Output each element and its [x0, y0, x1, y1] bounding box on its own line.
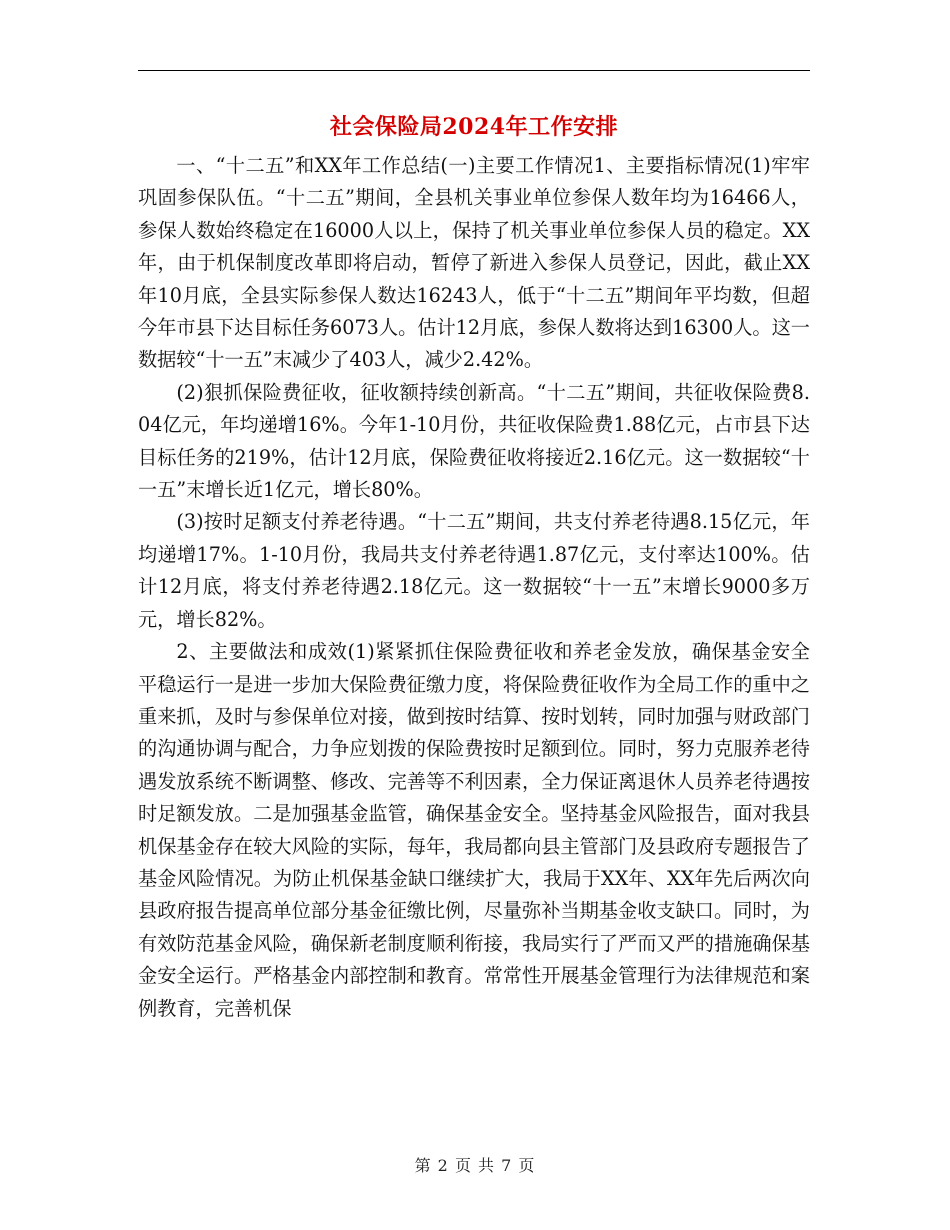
paragraph-premium-collection: (2)狠抓保险费征收，征收额持续创新高。“十二五”期间，共征收保险费8.04亿元，年均递增16%。今年1-10月份，共征收保险费1.88亿元，占市县下达目标任务的219%，估计12月底，保险费征收将接近2.16亿元。这一数据较“十一五”末增长近1亿元，增长80%。 — [138, 380, 810, 502]
paragraph-measures-results: 2、主要做法和成效(1)紧紧抓住保险费征收和养老金发放，确保基金安全平稳运行一是进一步加大保险费征缴力度，将保险费征收作为全局工作的重中之重来抓，及时与参保单位对接，做到按时结算、按时划转，同时加强与财政部门的沟通协调与配合，力争应划拨的保险费按时足额到位。同时，努力克服养老待遇发放系统不断调整、修改、完善等不利因素，全力保证离退休人员养老待遇按时足额发放。二是加强基金监管，确保基金安全。坚持基金风险报告，面对我县机保基金存在较大风险的实际，每年，我局都向县主管部门及县政府专题报告了基金风险情况。为防止机保基金缺口继续扩大，我局于XX年、XX年先后两次向县政府报告提高单位部分基金征缴比例，尽量弥补当期基金收支缺口。同时，为有效防范基金风险，确保新老制度顺利衔接，我局实行了严而又严的措施确保基金安全运行。严格基金内部控制和教育。常常性开展基金管理行为法律规范和案例教育，完善机保 — [138, 640, 810, 1020]
paragraph-summary-indicators: 一、“十二五”和XX年工作总结(一)主要工作情况1、主要指标情况(1)牢牢巩固参保队伍。“十二五”期间，全县机关事业单位参保人数年均为16466人，参保人数始终稳定在16000人以上，保持了机关事业单位参保人员的稳定。XX年，由于机保制度改革即将启动，暂停了新进入参保人员登记，因此，截止XX年10月底，全县实际参保人数达16243人，低于“十二五”期间年平均数，但超今年市县下达目标任务6073人。估计12月底，参保人数将达到16300人。这一数据较“十一五”末减少了403人，减少2.42%。 — [138, 154, 810, 372]
document-title: 社会保险局2024年工作安排 — [329, 114, 619, 140]
paragraph-pension-payment: (3)按时足额支付养老待遇。“十二五”期间，共支付养老待遇8.15亿元，年均递增17%。1-10月份，我局共支付养老待遇1.87亿元，支付率达100%。估计12月底，将支付养老待遇2.18亿元。这一数据较“十一五”末增长9000多万元，增长82%。 — [138, 510, 810, 631]
header-rule — [138, 70, 810, 71]
page-number: 第 2 页 共 7 页 — [414, 1156, 536, 1175]
document-body — [138, 150, 810, 1025]
